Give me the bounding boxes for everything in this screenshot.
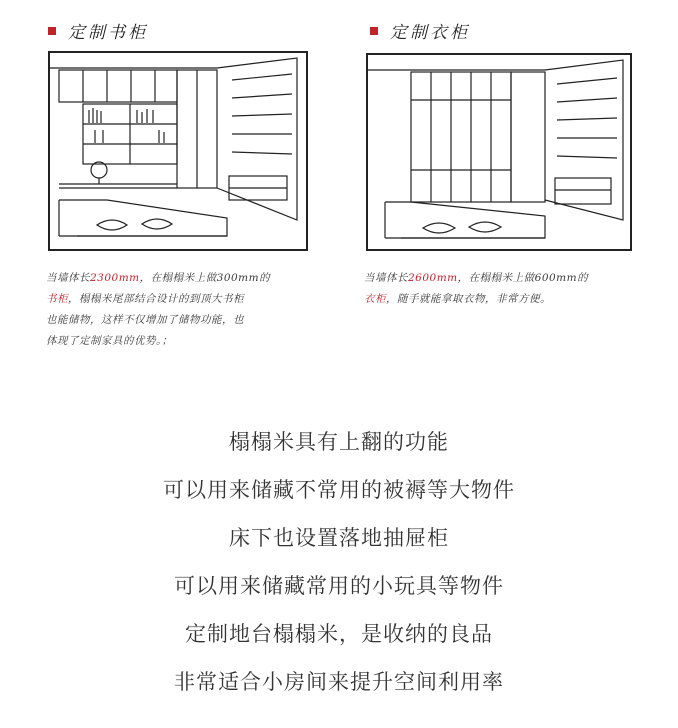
caption-line: 也能储物，这样不仅增加了储物功能，也 bbox=[46, 314, 244, 326]
caption-text: ，在榻榻米上做600mm的 bbox=[457, 272, 589, 284]
caption-text: ，榻榻米尾部结合设计的到顶大书柜 bbox=[68, 293, 244, 305]
caption-text: 当墙体长 bbox=[364, 272, 408, 284]
caption-line bbox=[46, 268, 326, 289]
caption-wall-length: 2600mm bbox=[408, 272, 458, 284]
wardrobe-title-text: 定制衣柜 bbox=[390, 23, 470, 43]
caption-text: ，随手就能拿取衣物，非常方便。 bbox=[386, 293, 551, 305]
wardrobe-section-title bbox=[370, 18, 470, 43]
body-line: 榻榻米具有上翻的功能 bbox=[229, 430, 449, 454]
bookcase-section-title bbox=[48, 18, 148, 43]
caption-highlight: 书柜 bbox=[46, 293, 68, 305]
caption-line bbox=[364, 268, 654, 289]
body-line: 床下也设置落地抽屉柜 bbox=[229, 526, 449, 550]
red-square-bullet-icon bbox=[370, 27, 378, 35]
caption-line bbox=[46, 289, 326, 310]
caption-text: ，在榻榻米上做300mm的 bbox=[139, 272, 271, 284]
body-line: 可以用来储藏不常用的被褥等大物件 bbox=[163, 478, 515, 502]
caption-line bbox=[364, 289, 654, 310]
caption-text: 当墙体长 bbox=[46, 272, 90, 284]
body-line: 非常适合小房间来提升空间利用率 bbox=[174, 670, 504, 694]
caption-line: 体现了定制家具的优势。； bbox=[46, 335, 173, 347]
wardrobe-sketch-drawing bbox=[365, 52, 633, 252]
wardrobe-sketch-illustration bbox=[365, 52, 633, 252]
body-line: 可以用来储藏常用的小玩具等物件 bbox=[174, 574, 504, 598]
bookcase-title-text: 定制书柜 bbox=[68, 23, 148, 43]
wardrobe-caption bbox=[364, 268, 654, 310]
bookcase-sketch-drawing bbox=[47, 50, 309, 256]
body-text-block bbox=[0, 418, 678, 706]
bookcase-caption bbox=[46, 268, 326, 352]
body-line: 定制地台榻榻米，是收纳的良品 bbox=[185, 622, 493, 646]
bookcase-sketch-illustration bbox=[47, 50, 309, 256]
caption-wall-length: 2300mm bbox=[90, 272, 140, 284]
caption-highlight: 衣柜 bbox=[364, 293, 386, 305]
red-square-bullet-icon bbox=[48, 27, 56, 35]
